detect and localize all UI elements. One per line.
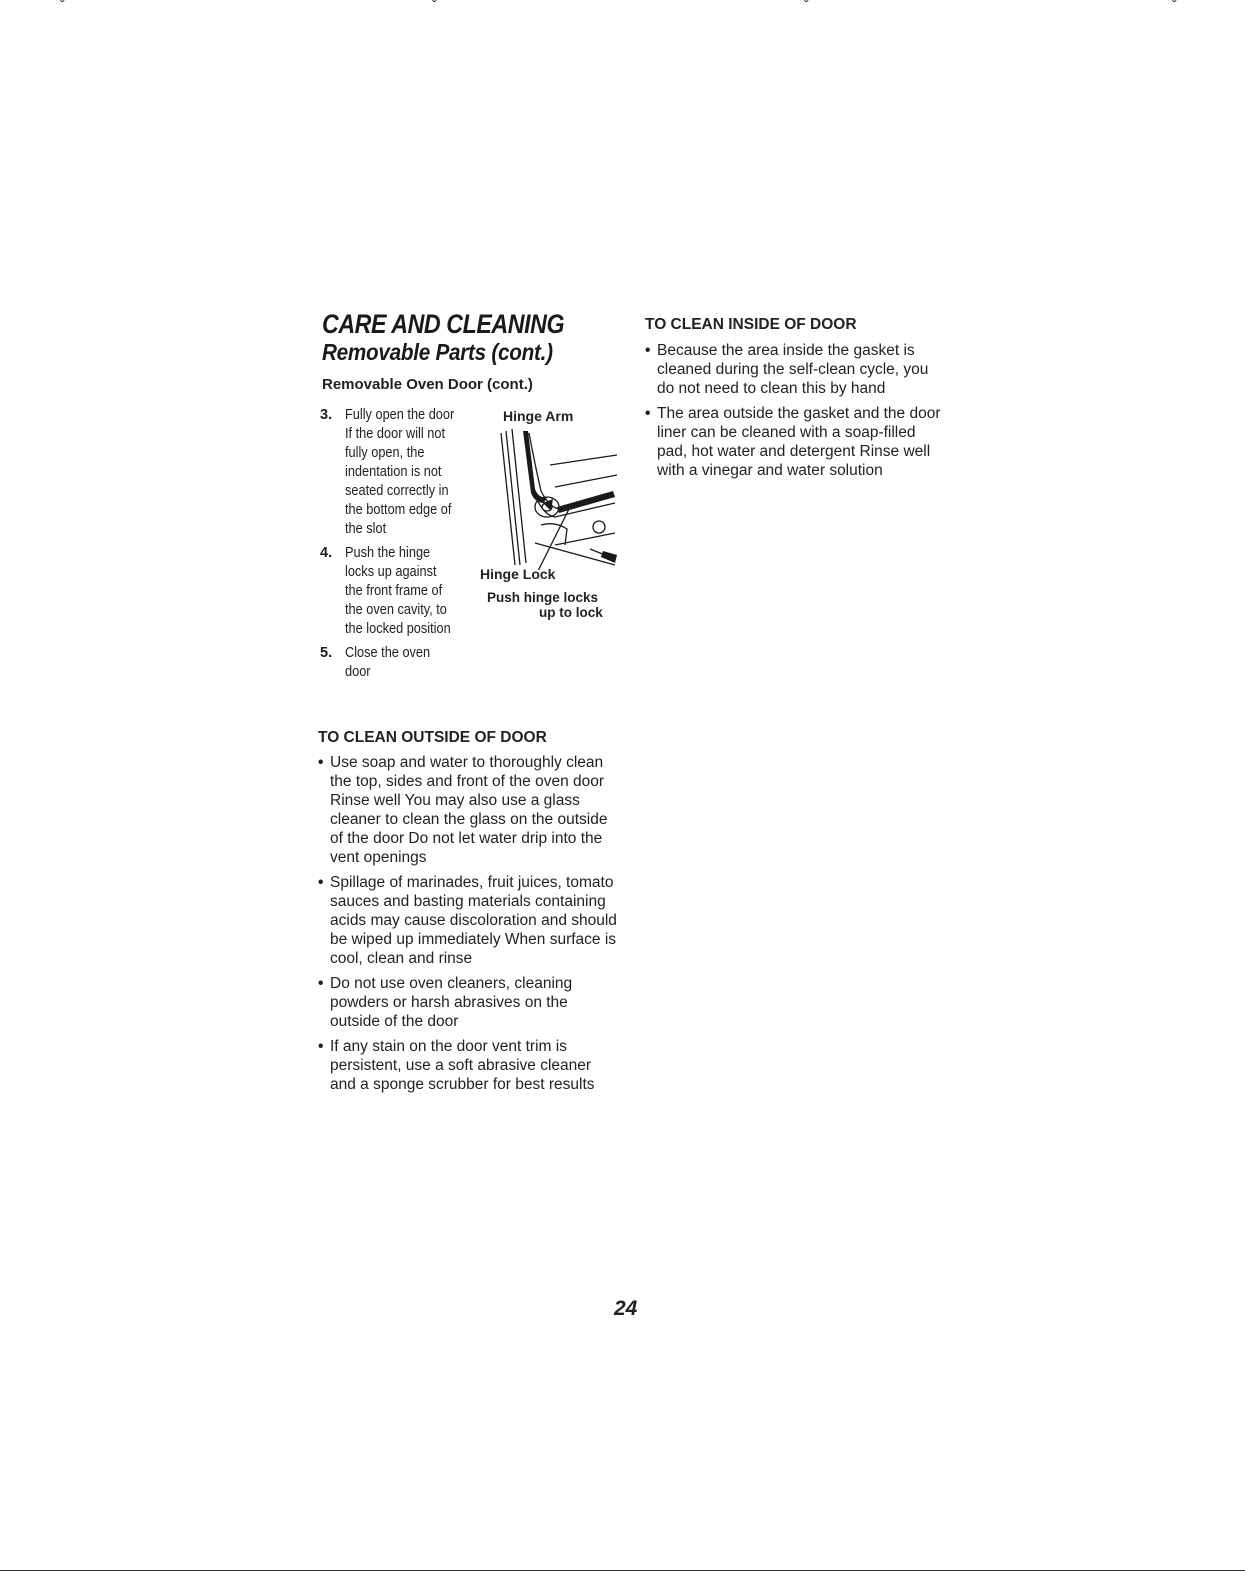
list-item: • Do not use oven cleaners, cleaning powders or harsh abrasives on the outside of the door: [318, 974, 618, 1031]
inside-door-list: [645, 341, 945, 486]
hinge-arm-label: Hinge Arm: [503, 408, 574, 424]
inside-door-heading: TO CLEAN INSIDE OF DOOR: [645, 316, 857, 333]
step-item: [320, 406, 480, 539]
hinge-figure: [470, 405, 630, 620]
outside-door-list: [318, 753, 618, 1100]
page-number: 24: [614, 1297, 638, 1320]
step-number: 4.: [320, 545, 333, 561]
sub-heading: Removable Oven Door (cont.): [322, 376, 533, 393]
list-item: • Because the area inside the gasket is cleaned during the self-clean cycle, you do not need to clean this by hand: [645, 341, 945, 398]
hinge-illustration: [495, 425, 620, 570]
list-item: • Use soap and water to thoroughly clean the top, sides and front of the oven door Rinse well You may also use a glass cleaner to clean the glass on the outside of the door Do not let water drip into the vent openings: [318, 753, 618, 867]
instruction-steps: [320, 406, 480, 687]
step-item: [320, 644, 480, 682]
scan-tick-mark: ˇ: [804, 0, 809, 13]
step-text: Close the oven door: [345, 645, 431, 680]
outside-door-heading: TO CLEAN OUTSIDE OF DOOR: [318, 729, 547, 746]
list-item: • The area outside the gasket and the door liner can be cleaned with a soap-filled pad, hot water and detergent Rinse well with a vinegar and water solution: [645, 404, 945, 480]
section-subtitle: Removable Parts (cont.): [322, 339, 553, 365]
section-title: CARE AND CLEANING: [322, 309, 565, 339]
hinge-lock-label: Hinge Lock: [480, 566, 556, 582]
step-item: [320, 544, 480, 639]
figure-caption: Push hinge locks: [487, 590, 599, 605]
scan-tick-mark: ˇ: [60, 0, 65, 13]
step-number: 3.: [320, 407, 333, 423]
figure-caption: up to lock: [539, 605, 603, 620]
bottom-border-line: [0, 1570, 1245, 1571]
step-number: 5.: [320, 645, 333, 661]
scan-tick-mark: ˇ: [1172, 0, 1177, 13]
step-text: Fully open the door If the door will not fully open, the indentation is not seated correctly in the bottom edge of the slot: [345, 407, 455, 537]
list-item: • Spillage of marinades, fruit juices, tomato sauces and basting materials containing acids may cause discoloration and should be wiped up immediately When surface is cool, clean and rinse: [318, 873, 618, 968]
step-text: Push the hinge locks up against the front frame of the oven cavity, to the locked position: [345, 545, 451, 637]
list-item: • If any stain on the door vent trim is persistent, use a soft abrasive cleaner and a sponge scrubber for best results: [318, 1037, 618, 1094]
scan-tick-mark: ˇ: [432, 0, 437, 13]
